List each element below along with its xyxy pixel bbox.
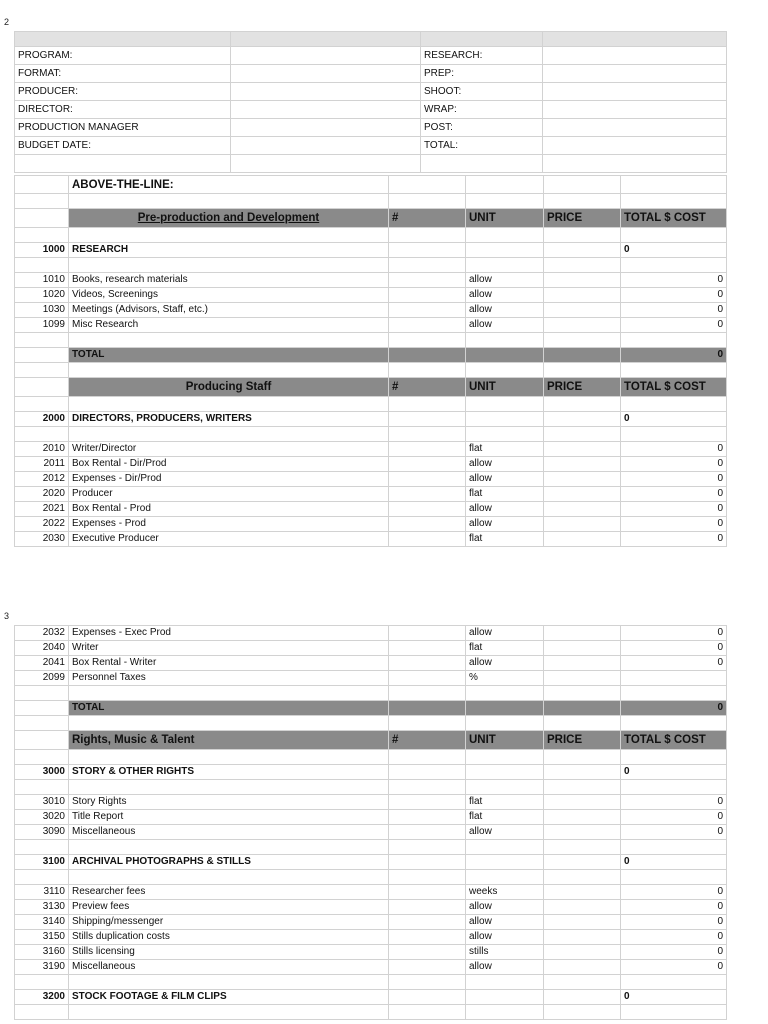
table-row: 1030 Meetings (Advisors, Staff, etc.) allow 0: [15, 303, 727, 318]
table-row: 2040 Writer flat 0: [15, 641, 727, 656]
budget-date-label: BUDGET DATE:: [15, 137, 231, 155]
account-row: 2000 DIRECTORS, PRODUCERS, WRITERS 0: [15, 412, 727, 427]
table-row: 2020 Producer flat 0: [15, 487, 727, 502]
col-total-header: TOTAL $ COST: [621, 209, 727, 228]
table-row: 3140 Shipping/messenger allow 0: [15, 915, 727, 930]
producer-label: PRODUCER:: [15, 83, 231, 101]
page-number: 2: [4, 17, 10, 27]
table-row: 1099 Misc Research allow 0: [15, 318, 727, 333]
table-row: 2011 Box Rental - Dir/Prod allow 0: [15, 457, 727, 472]
table-row: 3130 Preview fees allow 0: [15, 900, 727, 915]
table-row: 3160 Stills licensing stills 0: [15, 945, 727, 960]
producer-value[interactable]: [231, 83, 421, 101]
research-value[interactable]: [543, 47, 727, 65]
shoot-label: SHOOT:: [421, 83, 543, 101]
program-value[interactable]: [231, 47, 421, 65]
above-the-line-title: ABOVE-THE-LINE:: [69, 176, 389, 194]
col-count-header: #: [389, 209, 466, 228]
section-header-rights-music-talent: Rights, Music & Talent: [69, 731, 389, 750]
section-header-preproduction: Pre-production and Development: [69, 209, 389, 228]
table-row: 2022 Expenses - Prod allow 0: [15, 517, 727, 532]
budget-lines-page-2: [14, 175, 727, 547]
shoot-value[interactable]: [543, 83, 727, 101]
page-number: 3: [4, 611, 10, 621]
table-row: 3110 Researcher fees weeks 0: [15, 885, 727, 900]
account-row: 3200 STOCK FOOTAGE & FILM CLIPS 0: [15, 990, 727, 1005]
production-manager-value[interactable]: [231, 119, 421, 137]
format-value[interactable]: [231, 65, 421, 83]
post-value[interactable]: [543, 119, 727, 137]
wrap-label: WRAP:: [421, 101, 543, 119]
director-label: DIRECTOR:: [15, 101, 231, 119]
wrap-value[interactable]: [543, 101, 727, 119]
director-value[interactable]: [231, 101, 421, 119]
prep-label: PREP:: [421, 65, 543, 83]
table-row: 2012 Expenses - Dir/Prod allow 0: [15, 472, 727, 487]
table-row: 3010 Story Rights flat 0: [15, 795, 727, 810]
total-label: TOTAL:: [421, 137, 543, 155]
table-row: 3090 Miscellaneous allow 0: [15, 825, 727, 840]
account-row: 1000 RESEARCH 0: [15, 243, 727, 258]
prep-value[interactable]: [543, 65, 727, 83]
table-row: 2032 Expenses - Exec Prod allow 0: [15, 626, 727, 641]
table-row: 2010 Writer/Director flat 0: [15, 442, 727, 457]
budget-date-value[interactable]: [231, 137, 421, 155]
program-label: PROGRAM:: [15, 47, 231, 65]
section-header-row: [15, 209, 727, 228]
table-row: 1010 Books, research materials allow 0: [15, 273, 727, 288]
table-row: 2021 Box Rental - Prod allow 0: [15, 502, 727, 517]
format-label: FORMAT:: [15, 65, 231, 83]
col-unit-header: UNIT: [466, 209, 544, 228]
total-row: TOTAL 0: [15, 701, 727, 716]
section-header-row: Rights, Music & Talent # UNIT PRICE TOTAL $ COST: [15, 731, 727, 750]
post-label: POST:: [421, 119, 543, 137]
table-row: 2030 Executive Producer flat 0: [15, 532, 727, 547]
section-header-producing-staff: Producing Staff: [69, 378, 389, 397]
table-row: 3020 Title Report flat 0: [15, 810, 727, 825]
budget-header-table: [14, 31, 727, 173]
production-manager-label: PRODUCTION MANAGER: [15, 119, 231, 137]
account-row: 3000 STORY & OTHER RIGHTS 0: [15, 765, 727, 780]
table-row: 2099 Personnel Taxes %: [15, 671, 727, 686]
table-row: 3190 Miscellaneous allow 0: [15, 960, 727, 975]
research-label: RESEARCH:: [421, 47, 543, 65]
col-price-header: PRICE: [544, 209, 621, 228]
total-row: TOTAL 0: [15, 348, 727, 363]
budget-lines-page-3: [14, 625, 727, 1020]
table-row: 2041 Box Rental - Writer allow 0: [15, 656, 727, 671]
total-value[interactable]: [543, 137, 727, 155]
account-row: 3100 ARCHIVAL PHOTOGRAPHS & STILLS 0: [15, 855, 727, 870]
table-row: 3150 Stills duplication costs allow 0: [15, 930, 727, 945]
table-row: 1020 Videos, Screenings allow 0: [15, 288, 727, 303]
section-header-row: Producing Staff # UNIT PRICE TOTAL $ COST: [15, 378, 727, 397]
